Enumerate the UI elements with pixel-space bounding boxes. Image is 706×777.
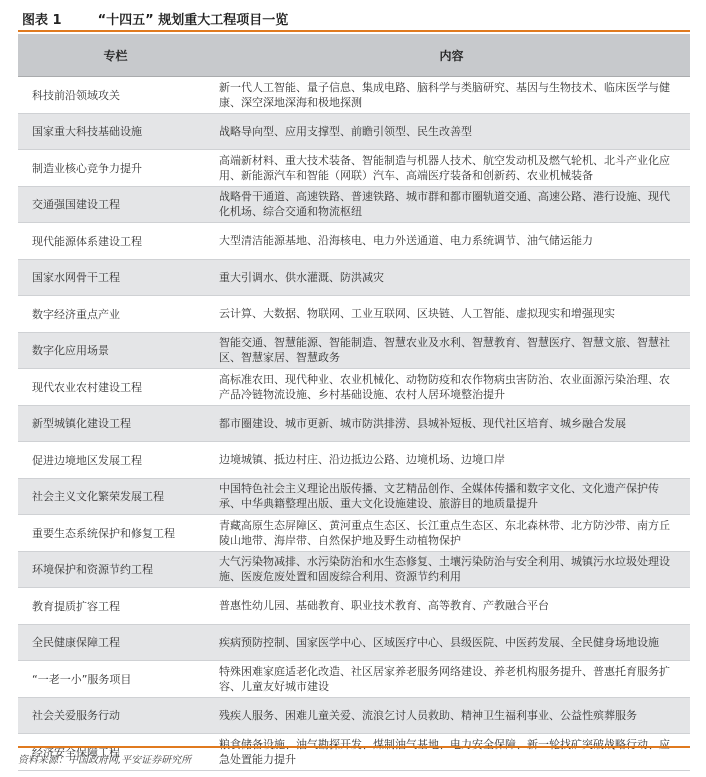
row-category: 数字经济重点产业 xyxy=(32,307,120,321)
row-content: 高端新材料、重大技术装备、智能制造与机器人技术、航空发动机及燃气轮机、北斗产业化应用、新能源汽车和智能（网联）汽车、高端医疗装备和创新药、农业机械装备 xyxy=(219,153,670,182)
row-category: 社会关爱服务行动 xyxy=(32,709,120,723)
row-category: 促进边境地区发展工程 xyxy=(32,453,142,467)
table-row xyxy=(18,625,690,662)
table-row xyxy=(18,187,690,224)
header-column-category: 专栏 xyxy=(103,48,128,63)
table-row xyxy=(18,661,690,698)
row-content: 特殊困难家庭适老化改造、社区居家养老服务网络建设、养老机构服务提升、普惠托育服务扩容、儿童友好城市建设 xyxy=(219,664,670,693)
row-content: 战略导向型、应用支撑型、前瞻引领型、民生改善型 xyxy=(219,124,472,138)
table-row xyxy=(18,552,690,589)
table-row xyxy=(18,588,690,625)
table-row xyxy=(18,77,690,114)
table-row xyxy=(18,333,690,370)
table-row xyxy=(18,442,690,479)
row-content: 粮食储备设施、油气勘探开发、煤制油气基地、电力安全保障、新一轮找矿突破战略行动、应急处置能力提升 xyxy=(219,737,670,766)
row-content: 重大引调水、供水灌溉、防洪减灾 xyxy=(219,270,384,284)
table-header xyxy=(18,34,690,77)
table-row xyxy=(18,406,690,443)
figure-title: “十四五” 规划重大工程项目一览 xyxy=(97,12,289,28)
table-row xyxy=(18,369,690,406)
row-category: 新型城镇化建设工程 xyxy=(32,417,131,431)
row-category: “一老一小”服务项目 xyxy=(32,672,132,686)
row-content: 大气污染物减排、水污染防治和水生态修复、土壤污染防治与安全利用、城镇污水垃圾处理设施、医废危废处置和固废综合利用、资源节约利用 xyxy=(219,555,670,584)
row-category: 国家水网骨干工程 xyxy=(32,271,120,285)
row-category: 现代农业农村建设工程 xyxy=(32,380,142,394)
row-category: 现代能源体系建设工程 xyxy=(32,234,142,248)
row-content: 青藏高原生态屏障区、黄河重点生态区、长江重点生态区、东北森林带、北方防沙带、南方丘陵山地带、海岸带、自然保护地及野生动植物保护 xyxy=(219,518,670,547)
table-row xyxy=(18,150,690,187)
row-category: 重要生态系统保护和修复工程 xyxy=(32,526,175,540)
row-category: 教育提质扩容工程 xyxy=(32,599,120,613)
figure-label: 图表 1 xyxy=(22,12,62,28)
row-content: 智能交通、智慧能源、智能制造、智慧农业及水利、智慧教育、智慧医疗、智慧文旅、智慧社区、智慧家居、智慧政务 xyxy=(219,336,670,365)
row-content: 残疾人服务、困难儿童关爱、流浪乞讨人员救助、精神卫生福利事业、公益性殡葬服务 xyxy=(219,708,637,722)
row-category: 交通强国建设工程 xyxy=(32,198,120,212)
row-content: 云计算、大数据、物联网、工业互联网、区块链、人工智能、虚拟现实和增强现实 xyxy=(219,307,615,321)
row-category: 经济安全保障工程 xyxy=(32,745,120,759)
row-category: 制造业核心竞争力提升 xyxy=(32,161,142,175)
table-body xyxy=(18,77,690,771)
table-row xyxy=(18,515,690,552)
row-content: 疾病预防控制、国家医学中心、区域医疗中心、县级医院、中医药发展、全民健身场地设施 xyxy=(219,635,659,649)
row-content: 边境城镇、抵边村庄、沿边抵边公路、边境机场、边境口岸 xyxy=(219,453,505,467)
header-column-content: 内容 xyxy=(439,48,464,63)
figure-title-bar xyxy=(18,6,690,32)
row-category: 数字化应用场景 xyxy=(32,344,109,358)
row-category: 环境保护和资源节约工程 xyxy=(32,563,153,577)
row-content: 普惠性幼儿园、基础教育、职业技术教育、高等教育、产教融合平台 xyxy=(219,599,549,613)
table-row xyxy=(18,698,690,735)
row-category: 全民健康保障工程 xyxy=(32,636,120,650)
projects-table xyxy=(18,34,690,771)
table-row xyxy=(18,114,690,151)
row-content: 都市圈建设、城市更新、城市防洪排涝、县城补短板、现代社区培育、城乡融合发展 xyxy=(219,416,626,430)
row-category: 社会主义文化繁荣发展工程 xyxy=(32,490,164,504)
row-content: 大型清洁能源基地、沿海核电、电力外送通道、电力系统调节、油气储运能力 xyxy=(219,234,593,248)
source-note: 资料来源：中国政府网,平安证券研究所 xyxy=(18,746,690,769)
row-category: 科技前沿领域攻关 xyxy=(32,88,120,102)
table-row xyxy=(18,223,690,260)
row-category: 国家重大科技基础设施 xyxy=(32,125,142,139)
row-content: 新一代人工智能、量子信息、集成电路、脑科学与类脑研究、基因与生物技术、临床医学与健康、深空深地深海和极地探测 xyxy=(219,80,670,109)
table-row xyxy=(18,479,690,516)
table-row xyxy=(18,260,690,297)
row-content: 中国特色社会主义理论出版传播、文艺精品创作、全媒体传播和数字文化、文化遗产保护传承、中华典籍整理出版、重大文化设施建设、旅游目的地质量提升 xyxy=(219,482,659,511)
row-content: 战略骨干通道、高速铁路、普速铁路、城市群和都市圈轨道交通、高速公路、港行设施、现代化机场、综合交通和物流枢纽 xyxy=(219,190,670,219)
table-row xyxy=(18,296,690,333)
row-content: 高标准农田、现代种业、农业机械化、动物防疫和农作物病虫害防治、农业面源污染治理、农产品冷链物流设施、乡村基础设施、农村人居环境整治提升 xyxy=(219,372,670,401)
